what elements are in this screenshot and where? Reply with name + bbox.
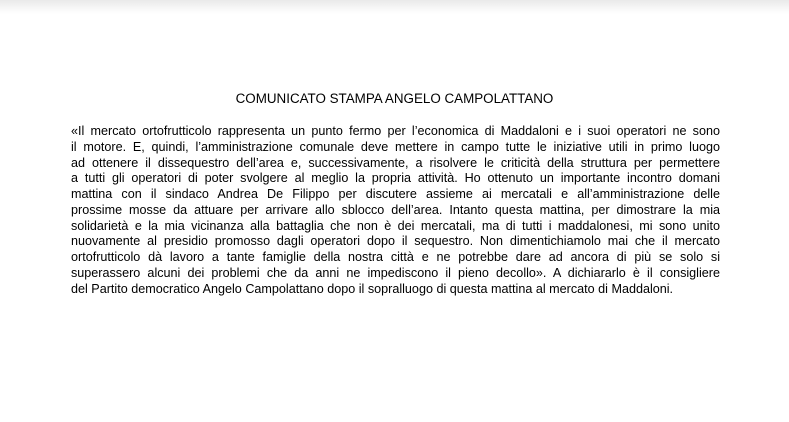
page-title: COMUNICATO STAMPA ANGELO CAMPOLATTANO (235, 91, 554, 106)
body-line: ortofrutticolo dà lavoro a tante famiglie della nostra città e ne potrebbe dare ad ancora di più se solo si (71, 250, 720, 264)
body-line: del Partito democratico Angelo Campolattano dopo il sopralluogo di questa mattina al mercato di Maddaloni. (71, 281, 674, 296)
body-line: a tutti gli operatori di poter svolgere al meglio la propria attività. Ho ottenuto un importante incontro domani (71, 171, 720, 186)
press-release-body (71, 124, 720, 297)
body-line: «Il mercato ortofrutticolo rappresenta un punto fermo per l’economica di Maddaloni e i suoi operatori ne sono (71, 124, 720, 138)
body-line: nuovamente al presidio promosso dagli operatori dopo il sequestro. Non dimentichiamolo mai che il mercato (71, 234, 720, 249)
body-line: ad ottenere il dissequestro dell’area e, successivamente, a risolvere le criticità della struttura per permettere (71, 155, 720, 170)
body-line: prossime mosse da attuare per arrivare allo sblocco dell’area. Intanto questa mattina, per dimostrare la mia (71, 202, 720, 217)
body-line: mattina con il sindaco Andrea De Filippo per discutere assieme ai mercatali e all’amministrazione delle (71, 187, 720, 201)
body-line: solidarietà e la mia vicinanza alla battaglia che non è dei mercatali, ma di tutti i maddalonesi, mi sono unito (71, 218, 720, 233)
body-line: il motore. E, quindi, l’amministrazione comunale deve mettere in campo tutte le iniziative utili in primo luogo (71, 139, 720, 154)
body-line: superassero alcuni dei problemi che da anni ne impediscono il pieno decollo». A dichiararlo è il consigliere (71, 265, 720, 280)
